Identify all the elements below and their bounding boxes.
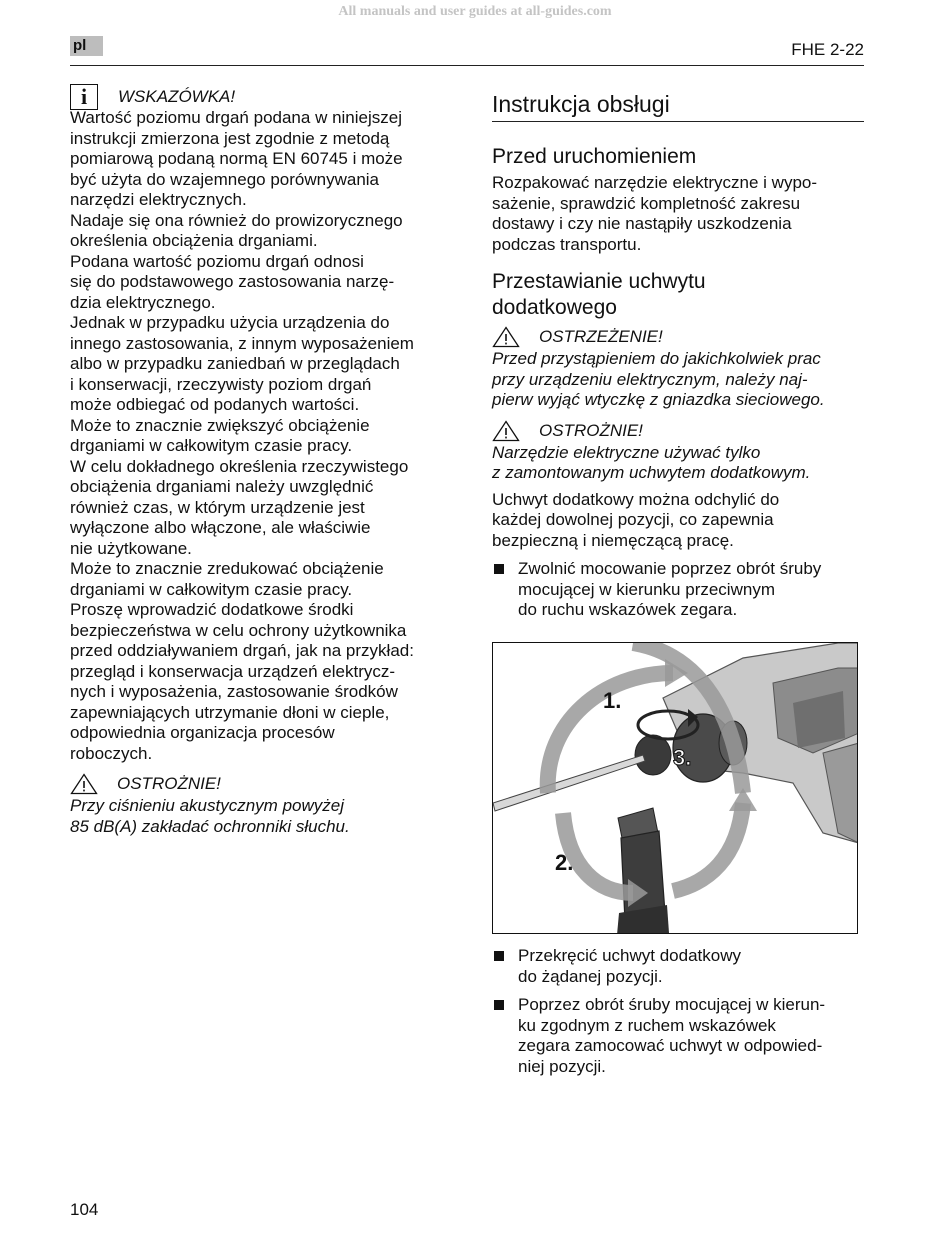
text-line: narzędzi elektrycznych. xyxy=(70,190,247,209)
text-line: i konserwacji, rzeczywisty poziom drgań xyxy=(70,374,372,394)
language-badge: pl xyxy=(70,36,103,56)
text-line: każdej dowolnej pozycji, co zapewnia xyxy=(492,510,774,529)
bullet-square-icon xyxy=(494,564,504,574)
left-column xyxy=(70,84,446,837)
unpacking-text xyxy=(492,173,864,255)
text-line: drganiami w całkowitym czasie pracy. xyxy=(70,579,353,599)
text-line: roboczych. xyxy=(70,743,153,763)
text-line: Nadaje się ona również do prowizorycznego xyxy=(70,210,403,230)
subsection-title-before-start: Przed uruchomieniem xyxy=(492,145,697,168)
text-line: wyłączone albo włączone, ale właściwie xyxy=(70,518,371,537)
text-line: zapewniających utrzymanie dłoni w cieple, xyxy=(70,702,390,722)
handle-intro-text xyxy=(492,490,864,552)
note-heading xyxy=(70,84,446,110)
text-line: Rozpakować narzędzie elektryczne i wypo- xyxy=(492,173,818,192)
text-line: podczas transportu. xyxy=(492,234,642,254)
text-line: Przy ciśnieniu akustycznym powyżej xyxy=(70,796,344,815)
drill-illustration xyxy=(493,643,858,934)
text-line: pomiarową podaną normą EN 60745 i może xyxy=(70,149,403,168)
text-line: dostawy i czy nie nastąpiły uszkodzenia xyxy=(492,214,792,233)
page-number: 104 xyxy=(70,1200,99,1219)
text-line: nie użytkowane. xyxy=(70,538,192,558)
note-title: WSKAZÓWKA! xyxy=(118,87,236,106)
text-line: Przekręcić uchwyt dodatkowy xyxy=(518,946,741,965)
header-rule xyxy=(70,65,864,66)
handle-adjustment-figure xyxy=(492,642,858,934)
text-line: drganiami w całkowitym czasie pracy. xyxy=(70,436,353,455)
warning-triangle-icon xyxy=(492,326,520,348)
text-line: przegląd i konserwacja urządzeń elektrycz- xyxy=(70,661,396,681)
text-line: Podana wartość poziomu drgań odnosi xyxy=(70,251,364,271)
text-line: z zamontowanym uchwytem dodatkowym. xyxy=(492,463,811,482)
text-line: pierw wyjąć wtyczkę z gniazdka sieciowego. xyxy=(492,390,825,409)
text-line: Zwolnić mocowanie poprzez obrót śruby xyxy=(518,559,822,578)
text-line: dodatkowego xyxy=(492,296,617,319)
text-line: przed oddziaływaniem drgań, jak na przykład: xyxy=(70,641,414,660)
bullets-after-figure xyxy=(492,938,864,1077)
text-line: Może to znacznie zredukować obciążenie xyxy=(70,559,384,578)
text-line: 85 dB(A) zakładać ochronniki słuchu. xyxy=(70,816,350,836)
warning-body xyxy=(492,349,864,411)
text-line: do ruchu wskazówek zegara. xyxy=(518,600,738,619)
warning-heading xyxy=(492,325,864,349)
text-line: albo w przypadku zaniedbań w przeglądach xyxy=(70,354,400,373)
text-line: bezpieczeństwa w celu ochrony użytkownika xyxy=(70,620,407,640)
caution-heading xyxy=(492,419,864,443)
figure-label-step1: 1. xyxy=(603,688,622,713)
text-line: być użyta do wzajemnego porównywania xyxy=(70,169,380,189)
warning-triangle-icon xyxy=(70,773,98,795)
text-line: innego zastosowania, z innym wyposażeniem xyxy=(70,333,414,353)
text-line: Jednak w przypadku użycia urządzenia do xyxy=(70,313,390,332)
section-title: Instrukcja obsługi xyxy=(492,90,864,122)
text-line: obciążenia drganiami należy uwzględnić xyxy=(70,477,374,496)
text-line: może odbiegać od podanych wartości. xyxy=(70,395,360,414)
text-line: Proszę wprowadzić dodatkowe środki xyxy=(70,600,354,619)
bullet-text xyxy=(518,559,821,621)
text-line: W celu dokładnego określenia rzeczywistego xyxy=(70,456,409,476)
bullet-text xyxy=(518,946,741,987)
watermark: All manuals and user guides at all-guides.com xyxy=(338,4,612,19)
right-column xyxy=(492,84,864,621)
text-line: określenia obciążenia drganiami. xyxy=(70,231,318,250)
figure-label-step3: 3. xyxy=(673,745,692,770)
info-icon: i xyxy=(70,84,98,110)
caution-heading xyxy=(70,772,446,796)
text-line: Przed przystąpieniem do jakichkolwiek prac xyxy=(492,349,821,368)
text-line: odpowiednia organizacja procesów xyxy=(70,723,335,742)
note-body xyxy=(70,108,446,764)
subsection-title-handle xyxy=(492,269,864,321)
bullet-square-icon xyxy=(494,1000,504,1010)
text-line: się do podstawowego zastosowania narzę- xyxy=(70,272,395,291)
text-line: do żądanej pozycji. xyxy=(518,966,663,986)
model-name: FHE 2-22 xyxy=(791,40,864,59)
text-line: ku zgodnym z ruchem wskazówek xyxy=(518,1015,776,1035)
text-line: bezpieczną i niemęczącą pracę. xyxy=(492,530,734,550)
text-line: Wartość poziomu drgań podana w niniejszej xyxy=(70,108,402,127)
bullet-tighten xyxy=(492,995,864,1077)
text-line: instrukcji zmierzona jest zgodnie z metodą xyxy=(70,128,390,148)
caution-title: OSTROŻNIE! xyxy=(117,774,221,793)
figure-label-step2: 2. xyxy=(555,850,574,875)
caution-body xyxy=(492,443,864,484)
bullet-square-icon xyxy=(494,951,504,961)
warning-triangle-icon xyxy=(492,420,520,442)
text-line: niej pozycji. xyxy=(518,1056,606,1076)
text-line: nych i wyposażenia, zastosowanie środków xyxy=(70,682,398,701)
caution-body xyxy=(70,796,446,837)
bullet-rotate-handle xyxy=(492,946,864,987)
bullet-loosen xyxy=(492,559,864,621)
text-line: Narzędzie elektryczne używać tylko xyxy=(492,442,761,462)
text-line: przy urządzeniu elektrycznym, należy naj- xyxy=(492,369,808,389)
text-line: dzia elektrycznego. xyxy=(70,292,216,312)
text-line: sażenie, sprawdzić kompletność zakresu xyxy=(492,193,801,213)
text-line: również czas, w którym urządzenie jest xyxy=(70,497,365,517)
text-line: Uchwyt dodatkowy można odchylić do xyxy=(492,489,780,509)
text-line: zegara zamocować uchwyt w odpowied- xyxy=(518,1036,823,1055)
caution-title: OSTROŻNIE! xyxy=(539,420,643,440)
text-line: Może to znacznie zwiększyć obciążenie xyxy=(70,415,370,435)
bullet-text xyxy=(518,995,825,1077)
text-line: Poprzez obrót śruby mocującej w kierun- xyxy=(518,995,826,1014)
text-line: mocującej w kierunku przeciwnym xyxy=(518,579,775,599)
warning-title: OSTRZEŻENIE! xyxy=(539,327,663,346)
text-line: Przestawianie uchwytu xyxy=(492,270,706,293)
